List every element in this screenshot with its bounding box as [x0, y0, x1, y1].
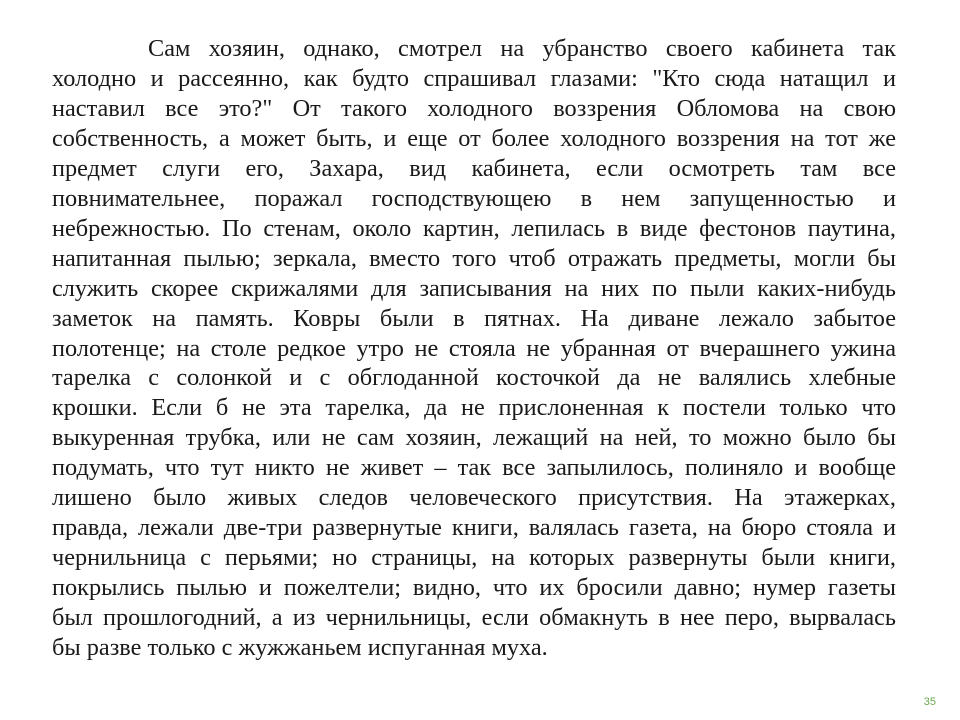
paragraph-line: холодно и рассеянно, как будто спрашивал глазами: "Кто сюда натащил и — [52, 64, 896, 92]
paragraph-line: полотенце; на столе редкое утро не стояла не убранная от вчерашнего ужина — [52, 334, 896, 362]
paragraph-line: правда, лежали две-три развернутые книги, валялась газета, на бюро стояла и — [52, 514, 896, 542]
paragraph-line: подумать, что тут никто не живет – так все запылилось, полиняло и вообще — [52, 454, 896, 482]
page-number: 35 — [923, 696, 936, 708]
paragraph-line: повнимательнее, поражал господствующею в нем запущенностью и — [52, 184, 896, 212]
paragraph-line: чернильница с перьями; но страницы, на которых развернуты были книги, — [52, 544, 896, 572]
paragraph-line: заметок на память. Ковры были в пятнах. На диване лежало забытое — [52, 304, 896, 332]
paragraph-line: наставил все это?" От такого холодного воззрения Обломова на свою — [52, 94, 896, 122]
paragraph-line: небрежностью. По стенам, около картин, лепилась в виде фестонов паутина, — [52, 214, 896, 242]
paragraph-line: тарелка с солонкой и с обглоданной косточкой да не валялись хлебные — [52, 364, 896, 392]
paragraph-line: был прошлогодний, а из чернильницы, если обмакнуть в нее перо, вырвалась — [52, 604, 896, 632]
paragraph-line: Сам хозяин, однако, смотрел на убранство своего кабинета так — [148, 35, 896, 62]
paragraph-line: выкуренная трубка, или не сам хозяин, лежащий на ней, то можно было бы — [52, 424, 896, 452]
paragraph-line: собственность, а может быть, и еще от более холодного воззрения на тот же — [52, 124, 896, 152]
paragraph-line: бы разве только с жужжаньем испуганная муха. — [52, 634, 548, 662]
paragraph-line: покрылись пылью и пожелтели; видно, что их бросили давно; нумер газеты — [52, 574, 896, 602]
paragraph-line: напитанная пылью; зеркала, вместо того чтоб отражать предметы, могли бы — [52, 244, 896, 272]
paragraph-line: лишено было живых следов человеческого присутствия. На этажерках, — [52, 484, 896, 512]
paragraph-line: предмет слуги его, Захара, вид кабинета, если осмотреть там все — [52, 154, 896, 182]
paragraph-line: служить скорее скрижалями для записывания на них по пыли каких-нибудь — [52, 274, 896, 302]
paragraph-line: крошки. Если б не эта тарелка, да не прислоненная к постели только что — [52, 394, 896, 422]
body-paragraph — [52, 34, 896, 663]
